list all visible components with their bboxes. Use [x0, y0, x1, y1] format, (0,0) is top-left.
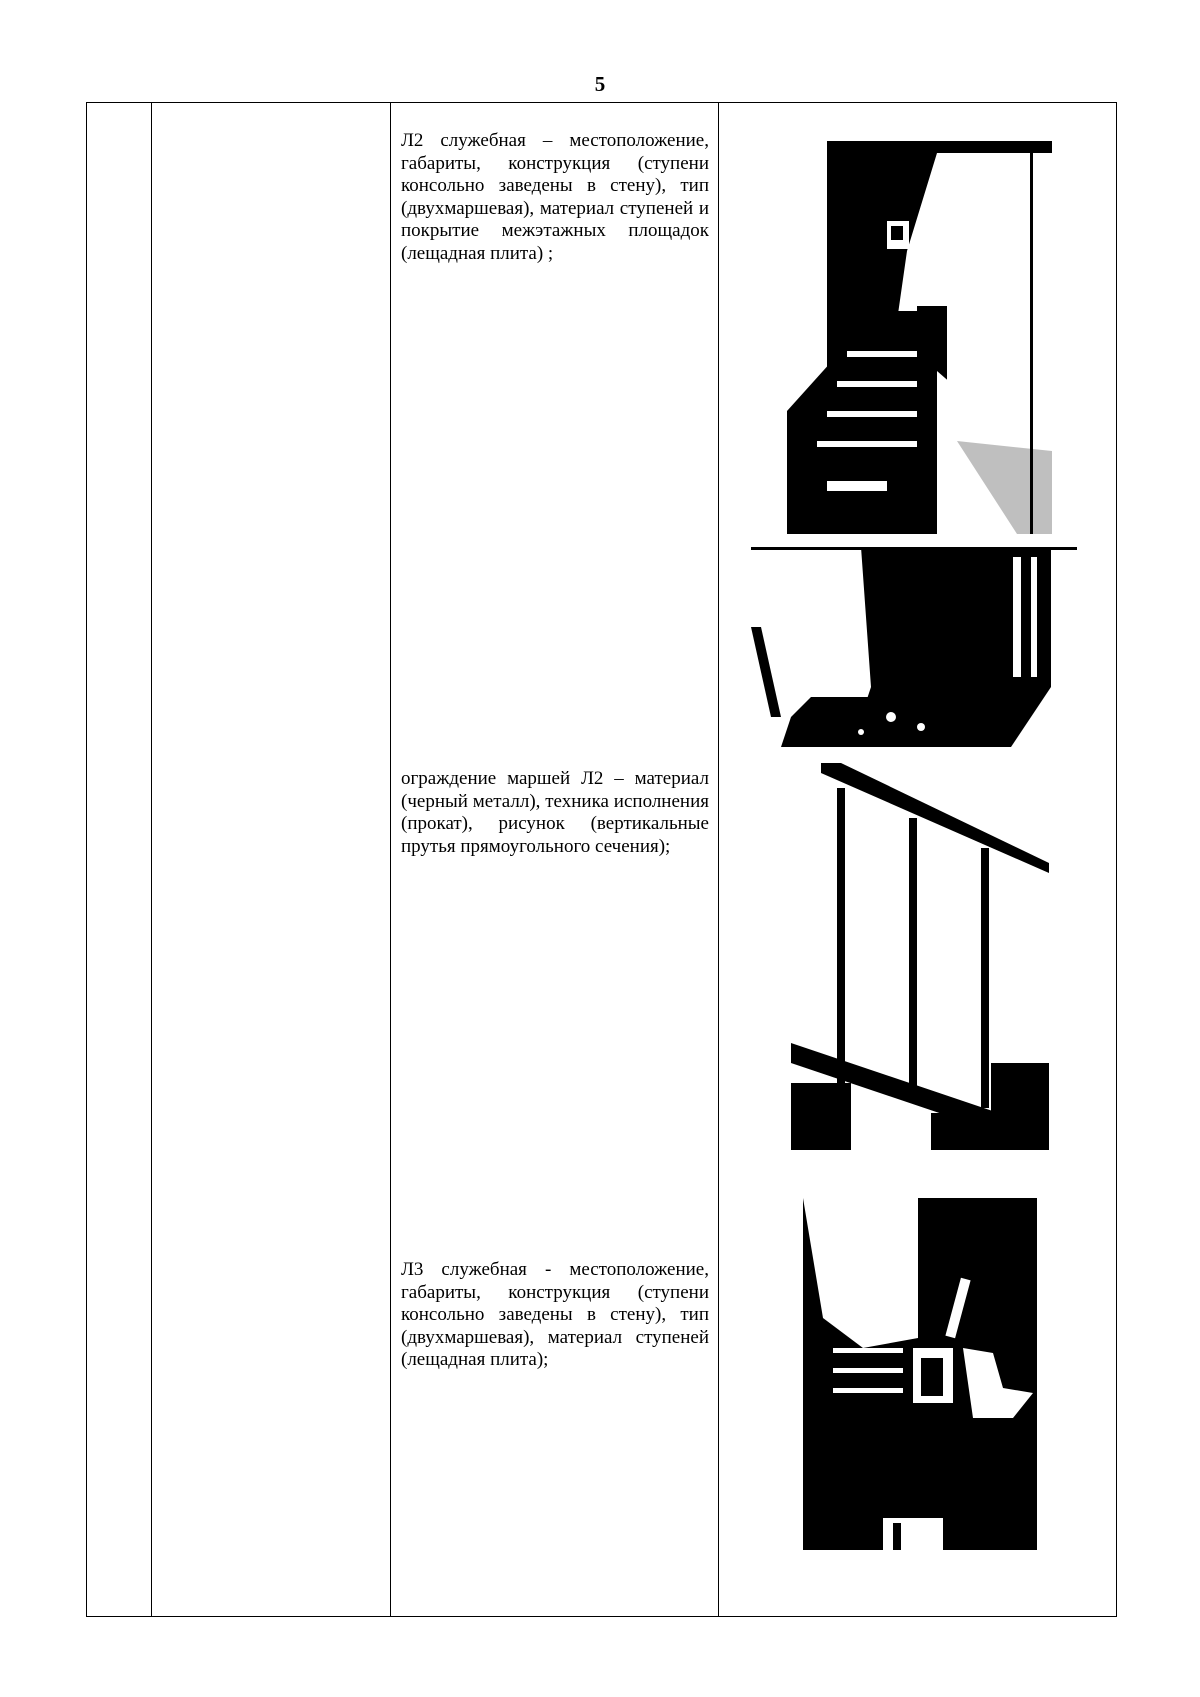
page-number: 5 [594, 72, 606, 96]
column-divider [151, 103, 152, 1616]
column-divider [718, 103, 719, 1616]
photo-staircase-l3 [803, 1198, 1037, 1550]
description-l2-staircase: Л2 служебная – местоположение, габариты, конструкция (ступени консольно заведены в стену), тип (двухмаршевая), материал ступеней и покрытие межэтажных площадок (лещадная плита) ; [401, 130, 709, 264]
column-divider [390, 103, 391, 1616]
description-l3-staircase: Л3 служебная - местоположение, габариты, конструкция (ступени консольно заведены в стену), тип (двухмаршевая), материал ступеней (лещадная плита); [401, 1259, 709, 1370]
document-table [86, 102, 1117, 1617]
photo-staircase-l2-landing [751, 547, 1077, 753]
photo-l2-railing [791, 763, 1049, 1150]
photo-staircase-l2-corridor [787, 141, 1052, 534]
description-l2-railing: ограждение маршей Л2 – материал (черный металл), техника исполнения (прокат), рисунок (вертикальные прутья прямоугольного сечения); [401, 768, 709, 857]
